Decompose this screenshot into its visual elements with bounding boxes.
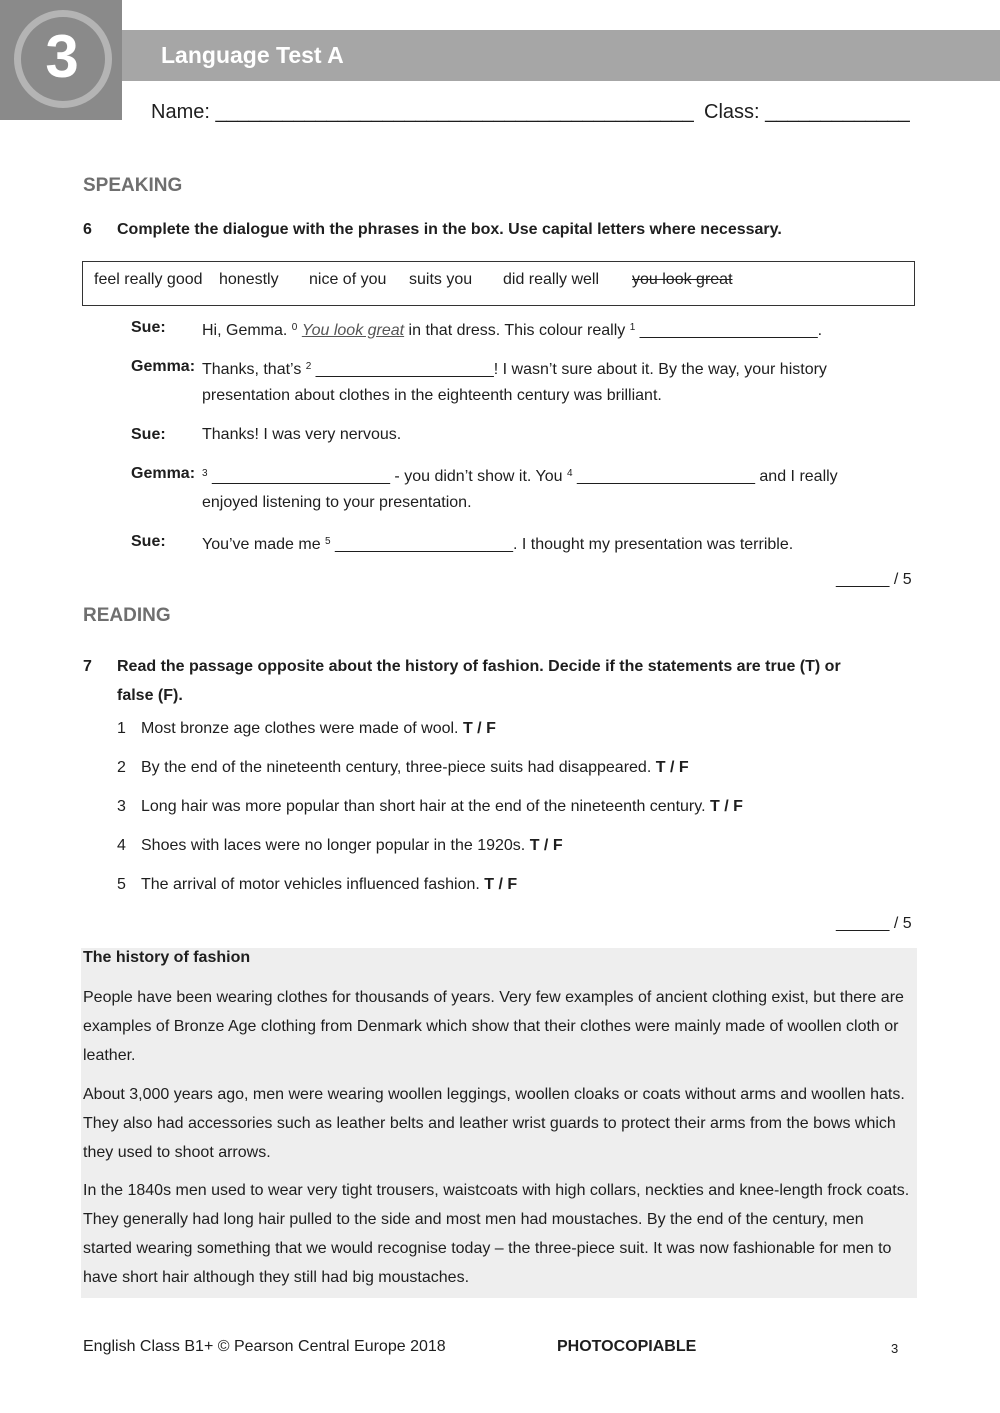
statement-item [117, 837, 563, 855]
dialogue-line [202, 313, 822, 345]
statement-number: 3 [117, 798, 126, 815]
speaking-heading: SPEAKING [83, 175, 183, 196]
dialogue-text: presentation about clothes in the eighteenth century was brilliant. [202, 387, 662, 404]
name-label: Name: [151, 101, 210, 123]
statement-item [117, 759, 689, 777]
answer-blank: ____________________. I thought my presentation was terrible. [330, 536, 794, 553]
gap-number: 4 [566, 468, 573, 479]
class-row [704, 101, 910, 124]
class-blank: _____________ [765, 101, 910, 123]
dialogue-text: You’ve made me [202, 536, 326, 553]
speaker-label: Gemma: [131, 358, 196, 375]
answer-blank: ____________________! I wasn’t sure about it. By the way, your history [311, 361, 827, 378]
speaker-label: Sue: [131, 319, 166, 336]
statement-text: Most bronze age clothes were made of wool. [141, 720, 459, 737]
exercise-number: 6 [83, 221, 92, 238]
page-number: 3 [891, 1341, 899, 1356]
phrase-item-used: you look great [632, 271, 733, 288]
title-bar [122, 30, 1000, 81]
dialogue-text: Thanks, that’s [202, 361, 306, 378]
dialogue-text: Thanks! I was very nervous. [202, 426, 402, 443]
footer-copyright: English Class B1+ © Pearson Central Europe 2018 [83, 1338, 446, 1355]
exercise-7-instruction [83, 652, 923, 710]
phrase-item: feel really good [94, 271, 203, 288]
phrase-item: suits you [409, 271, 473, 288]
gap-number: 5 [325, 536, 331, 547]
statement-item [117, 876, 517, 894]
statement-number: 4 [117, 837, 126, 854]
statement-text: Shoes with laces were no longer popular in the 1920s. [141, 837, 526, 854]
gap-number: 0 [291, 322, 298, 333]
gap-number: 3 [202, 468, 208, 479]
reading-score: ______ / 5 [836, 915, 912, 932]
gap-number: 1 [629, 322, 636, 333]
unit-badge [0, 0, 122, 120]
statement-number: 2 [117, 759, 126, 776]
statement-item [117, 798, 743, 816]
statement-text: The arrival of motor vehicles influenced fashion. [141, 876, 480, 893]
exercise-number: 7 [83, 658, 92, 675]
passage-paragraph: People have been wearing clothes for thousands of years. Very few examples of ancient clothing exist, but there are examples of Bronze Age clothing from Denmark which show that their clothes were mainly made of woollen cloth or leather. [83, 989, 904, 1064]
reading-heading: READING [83, 605, 171, 626]
unit-number: 3 [45, 23, 79, 90]
true-false-option[interactable]: T / F [655, 759, 689, 776]
name-blank: ___________________________________________ [215, 101, 694, 123]
class-label: Class: [704, 101, 760, 123]
phrase-box [82, 261, 915, 306]
instruction-text: Complete the dialogue with the phrases in the box. Use capital letters where necessary. [117, 221, 782, 238]
true-false-option[interactable]: T / F [529, 837, 563, 854]
dialogue-line [202, 352, 827, 384]
answer-blank: ____________________ - you didn’t show it. You [207, 468, 567, 485]
instruction-text: Read the passage opposite about the history of fashion. Decide if the statements are true (T) or [117, 658, 841, 675]
statement-item [117, 720, 496, 738]
reading-passage [81, 948, 917, 1298]
page-title: Language Test A [161, 42, 344, 68]
name-row [151, 101, 694, 124]
passage-paragraph: In the 1840s men used to wear very tight trousers, waistcoats with high collars, neckties and knee-length frock coats. They generally had long hair pulled to the side and most men had moustaches. By the end of the century, men started wearing something that we would recognise today – the three-piece suit. It was now fashionable for men to have short hair although they still had big moustaches. [83, 1182, 910, 1286]
dialogue-line [202, 527, 793, 559]
gap-number: 2 [305, 361, 312, 372]
passage-paragraph: About 3,000 years ago, men were wearing woollen leggings, woollen cloaks or coats without arms and woollen hats. They also had accessories such as leather belts and leather wrist guards to protect their arms from the bows which they used to shoot arrows. [83, 1086, 905, 1161]
phrase-item: honestly [219, 271, 279, 288]
true-false-option[interactable]: T / F [484, 876, 518, 893]
statement-text: Long hair was more popular than short hair at the end of the nineteenth century. [141, 798, 706, 815]
dialogue-text: in that dress. This colour really [404, 322, 630, 339]
statement-number: 5 [117, 876, 126, 893]
phrase-item: nice of you [309, 271, 387, 288]
speaker-label: Gemma: [131, 465, 196, 482]
statement-number: 1 [117, 720, 126, 737]
true-false-option[interactable]: T / F [462, 720, 496, 737]
phrase-item: did really well [503, 271, 600, 288]
footer-photocopiable: PHOTOCOPIABLE [557, 1338, 697, 1355]
statement-text: By the end of the nineteenth century, three-piece suits had disappeared. [141, 759, 652, 776]
answer-blank: ____________________. [635, 322, 823, 339]
example-answer: You look great [301, 322, 405, 339]
exercise-6-instruction [83, 221, 923, 239]
instruction-text: false (F). [117, 687, 183, 704]
passage-title: The history of fashion [83, 949, 251, 966]
speaker-label: Sue: [131, 426, 166, 443]
answer-blank: ____________________ and I really [572, 468, 838, 485]
dialogue-text: enjoyed listening to your presentation. [202, 494, 472, 511]
true-false-option[interactable]: T / F [709, 798, 743, 815]
speaker-label: Sue: [131, 533, 166, 550]
speaking-score: ______ / 5 [836, 571, 912, 588]
dialogue-line [202, 459, 838, 491]
dialogue-text: Hi, Gemma. [202, 322, 292, 339]
